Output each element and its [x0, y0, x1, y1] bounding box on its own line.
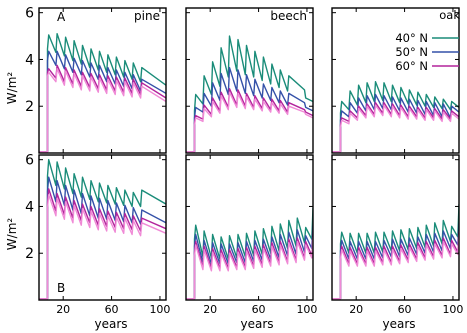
legend-label: 40° N	[395, 31, 428, 45]
panel-3	[25, 153, 170, 316]
x-tick-label: 20	[349, 303, 364, 316]
y-axis-label-bottom: W/m²	[5, 217, 19, 251]
series-group	[39, 160, 166, 299]
y-tick-label: 2	[25, 99, 34, 116]
panel-4	[186, 155, 317, 316]
panel-title: beech	[270, 9, 307, 23]
series-line-40n	[39, 160, 166, 299]
panel-0	[25, 6, 166, 153]
panel-title: pine	[134, 9, 160, 23]
panel-letter: A	[57, 10, 66, 24]
legend	[395, 8, 460, 73]
series-group	[186, 36, 313, 152]
y-tick-label: 6	[25, 5, 34, 22]
x-tick-label: 60	[104, 303, 119, 316]
panel-2	[332, 8, 459, 153]
panel-1	[186, 8, 313, 153]
x-axis-label-middle: years	[240, 317, 274, 331]
x-tick-label: 60	[251, 303, 266, 316]
legend-label: 60° N	[395, 59, 428, 73]
y-tick-label: 6	[25, 152, 34, 169]
panel-5	[332, 155, 463, 316]
series-line-60n_light	[186, 92, 313, 152]
x-tick-label: 60	[397, 303, 412, 316]
x-tick-label: 100	[149, 303, 171, 316]
panel-frame	[186, 155, 313, 300]
x-tick-label: 100	[296, 303, 318, 316]
x-axis-label-right: years	[382, 317, 416, 331]
panel-frame	[332, 8, 459, 153]
series-line-60n_dark	[39, 65, 166, 152]
y-tick-label: 4	[25, 52, 34, 69]
y-tick-label: 4	[25, 199, 34, 216]
x-tick-label: 20	[203, 303, 218, 316]
x-tick-label: 20	[56, 303, 71, 316]
panel-frame	[332, 155, 459, 300]
series-group	[39, 34, 166, 152]
series-line-50n	[332, 95, 459, 152]
x-tick-label: 100	[442, 303, 464, 316]
legend-title: oak	[439, 8, 460, 22]
panel-frame	[39, 155, 166, 300]
series-line-60n_dark	[186, 89, 313, 152]
x-axis-label-left: years	[94, 317, 128, 331]
y-tick-label: 2	[25, 246, 34, 263]
legend-label: 50° N	[395, 45, 428, 59]
series-line-40n	[39, 34, 166, 152]
series-group	[186, 208, 313, 299]
y-axis-label-top: W/m²	[5, 71, 19, 105]
series-group	[332, 82, 459, 152]
panel-letter: B	[57, 281, 66, 295]
series-group	[332, 204, 459, 299]
